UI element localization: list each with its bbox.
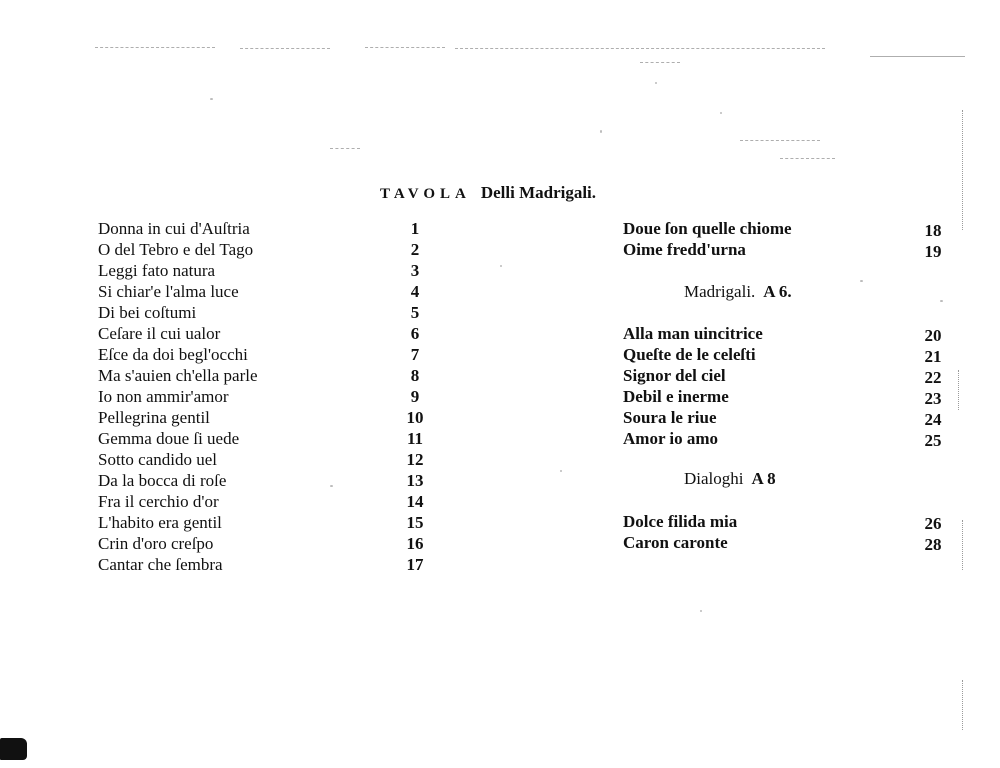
scan-noise-line (455, 48, 825, 50)
entry-title: Sotto candido uel (98, 450, 217, 469)
entry-page-number: 14 (406, 492, 424, 511)
section-heading-madrigali-a6 (684, 282, 792, 302)
scan-noise-line (240, 48, 330, 50)
entry-title: Oime fredd'urna (623, 240, 746, 259)
scan-noise-line (740, 140, 820, 142)
entry-title: Leggi fato natura (98, 261, 216, 280)
entry-page-number: 23 (924, 389, 942, 408)
entry-page-number: 26 (924, 514, 942, 533)
entry-title: Fra il cerchio d'or (98, 492, 219, 511)
entry-title: Ceſare il cui ualor (98, 324, 221, 343)
entry-page-number: 25 (924, 431, 942, 450)
scan-noise-line (95, 47, 215, 49)
entry-title: Cantar che ſembra (98, 555, 223, 574)
scan-noise-line (365, 47, 445, 49)
section-voice-code: A 8 (751, 469, 776, 488)
entry-title: Si chiar'e l'alma luce (98, 282, 239, 301)
scan-edge-mark (962, 520, 963, 570)
scan-speckle (210, 98, 213, 100)
entry-title: Doue ſon quelle chiome (623, 219, 792, 238)
entry-page-number: 10 (406, 408, 424, 427)
page-title (380, 183, 596, 203)
entry-title: Donna in cui d'Auſtria (98, 219, 250, 238)
section-heading-dialoghi-a8 (684, 469, 776, 489)
entry-title: Io non ammir'amor (98, 387, 229, 406)
scan-noise-line (640, 62, 680, 64)
entry-page-number: 24 (924, 410, 942, 429)
entry-page-number: 13 (406, 471, 424, 490)
scan-speckle (720, 112, 722, 114)
scan-speckle (500, 265, 502, 267)
entry-title: Crin d'oro creſpo (98, 534, 214, 553)
entry-page-number: 8 (410, 366, 420, 385)
entry-page-number: 28 (924, 535, 942, 554)
entry-title: Debil e inerme (623, 387, 729, 406)
ink-blot (0, 738, 27, 760)
entry-page-number: 7 (410, 345, 420, 364)
section-label: Madrigali. (684, 282, 756, 301)
entry-page-number: 18 (924, 221, 942, 240)
entry-title: Gemma doue ſi uede (98, 429, 240, 448)
scan-speckle (700, 610, 702, 612)
entry-page-number: 12 (406, 450, 424, 469)
section-voice-code: A 6. (763, 282, 792, 301)
entry-title: Dolce filida mia (623, 512, 738, 531)
entry-title: Ma s'auien ch'ella parle (98, 366, 258, 385)
entry-title: Eſce da doi begl'occhi (98, 345, 248, 364)
scan-edge-mark (962, 110, 963, 230)
scan-noise-line (330, 148, 360, 150)
entry-title: Signor del ciel (623, 366, 726, 385)
entry-title: Di bei coſtumi (98, 303, 197, 322)
entry-title: Alla man uincitrice (623, 324, 763, 343)
scan-speckle (560, 470, 562, 472)
entry-page-number: 5 (410, 303, 420, 322)
entry-title: Amor io amo (623, 429, 719, 448)
entry-title: Da la bocca di roſe (98, 471, 227, 490)
entry-page-number: 11 (406, 429, 424, 448)
entry-page-number: 20 (924, 326, 942, 345)
entry-page-number: 3 (410, 261, 420, 280)
entry-page-number: 2 (410, 240, 420, 259)
scan-noise-line (780, 158, 835, 160)
entry-title: Pellegrina gentil (98, 408, 210, 427)
scan-edge-mark (958, 370, 959, 410)
entry-page-number: 1 (410, 219, 420, 238)
scan-edge-mark (962, 680, 963, 730)
entry-title: O del Tebro e del Tago (98, 240, 254, 259)
scan-speckle (330, 485, 333, 487)
scan-speckle (600, 130, 602, 133)
scan-speckle (940, 300, 943, 302)
entry-page-number: 6 (410, 324, 420, 343)
title-main: TAVOLA (380, 186, 471, 202)
entry-page-number: 16 (406, 534, 424, 553)
entry-page-number: 19 (924, 242, 942, 261)
entry-page-number: 22 (924, 368, 942, 387)
entry-page-number: 21 (924, 347, 942, 366)
entry-page-number: 4 (410, 282, 420, 301)
entry-page-number: 15 (406, 513, 424, 532)
title-sub: Delli Madrigali. (480, 183, 597, 202)
entry-page-number: 9 (410, 387, 420, 406)
scan-speckle (655, 82, 657, 84)
entry-title: Soura le riue (623, 408, 717, 427)
entry-title: Caron caronte (623, 533, 728, 552)
scan-speckle (860, 280, 863, 282)
entry-page-number: 17 (406, 555, 424, 574)
entry-title: Queſte de le celeſti (623, 345, 756, 364)
entry-title: L'habito era gentil (98, 513, 222, 532)
scan-noise-line (870, 56, 965, 58)
section-label: Dialoghi (684, 469, 744, 488)
